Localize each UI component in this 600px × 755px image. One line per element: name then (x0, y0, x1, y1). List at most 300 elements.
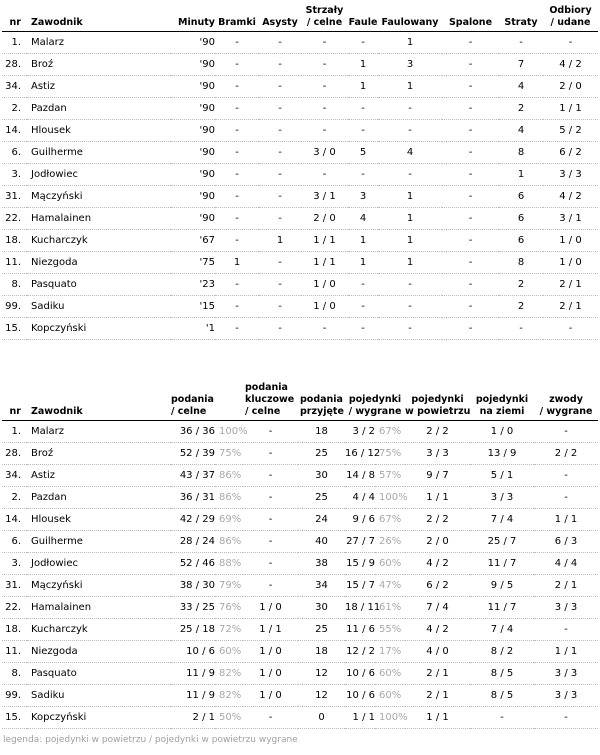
table-row (2, 706, 598, 728)
cell-aerial-duels: 1 / 1 (405, 706, 470, 728)
col-header-goals: Bramki (218, 16, 256, 28)
table-row (2, 141, 598, 163)
cell-passes-pct: 100% (215, 420, 243, 442)
cell-assists: - (259, 295, 301, 317)
cell-tackles: 4 / 2 (543, 53, 598, 75)
cell-losses: 2 (499, 295, 543, 317)
cell-player: Guilherme (27, 530, 171, 552)
cell-player: Kucharczyk (27, 618, 171, 640)
cell-duels: 9 / 6 (345, 508, 375, 530)
cell-duels: 27 / 7 (345, 530, 375, 552)
cell-ground-duels: 8 / 5 (470, 684, 534, 706)
table-row (2, 53, 598, 75)
table-row (2, 662, 598, 684)
cell-nr: 34. (2, 75, 27, 97)
cell-fouls: - (348, 317, 378, 339)
col-header-assists: Asysty (262, 16, 298, 28)
cell-player: Mączyński (27, 185, 171, 207)
table-row (2, 163, 598, 185)
cell-tackles: 6 / 2 (543, 141, 598, 163)
cell-passes: 28 / 24 (171, 530, 215, 552)
cell-tackles: 1 / 0 (543, 251, 598, 273)
cell-ground-duels: - (470, 706, 534, 728)
cell-received: 24 (298, 508, 345, 530)
cell-duels: 10 / 6 (345, 662, 375, 684)
cell-player: Hamalainen (27, 596, 171, 618)
cell-minutes: '1 (171, 317, 215, 339)
cell-losses: 6 (499, 229, 543, 251)
cell-key-passes: - (243, 486, 298, 508)
cell-goals: - (215, 141, 259, 163)
cell-key-passes: - (243, 574, 298, 596)
cell-received: 34 (298, 574, 345, 596)
cell-player: Pazdan (27, 486, 171, 508)
cell-fouled: - (378, 295, 442, 317)
cell-dribbles: 2 / 1 (534, 574, 598, 596)
cell-passes-pct: 72% (215, 618, 243, 640)
cell-player: Malarz (27, 420, 171, 442)
col-header-player: Zawodnik (31, 16, 83, 28)
cell-assists: - (259, 119, 301, 141)
cell-aerial-duels: 4 / 2 (405, 618, 470, 640)
cell-passes-pct: 60% (215, 640, 243, 662)
cell-nr: 2. (2, 486, 27, 508)
cell-goals: - (215, 229, 259, 251)
cell-dribbles: - (534, 618, 598, 640)
cell-player: Astiz (27, 75, 171, 97)
cell-aerial-duels: 6 / 2 (405, 574, 470, 596)
cell-offsides: - (442, 75, 499, 97)
cell-goals: - (215, 119, 259, 141)
cell-passes: 38 / 30 (171, 574, 215, 596)
cell-duels: 18 / 11 (345, 596, 375, 618)
cell-duels: 10 / 6 (345, 684, 375, 706)
cell-duels-pct: 57% (375, 464, 405, 486)
cell-nr: 28. (2, 53, 27, 75)
cell-dribbles: 2 / 2 (534, 442, 598, 464)
cell-passes-pct: 79% (215, 574, 243, 596)
cell-dribbles: - (534, 486, 598, 508)
cell-assists: - (259, 251, 301, 273)
cell-ground-duels: 5 / 1 (470, 464, 534, 486)
cell-duels-pct: 60% (375, 662, 405, 684)
cell-offsides: - (442, 141, 499, 163)
cell-shots: - (301, 163, 348, 185)
cell-minutes: '90 (171, 97, 215, 119)
cell-offsides: - (442, 229, 499, 251)
table-row (2, 31, 598, 53)
cell-nr: 11. (2, 251, 27, 273)
cell-losses: 6 (499, 185, 543, 207)
cell-nr: 15. (2, 317, 27, 339)
cell-fouls: - (348, 97, 378, 119)
table-row (2, 207, 598, 229)
cell-key-passes: - (243, 420, 298, 442)
cell-duels-pct: 47% (375, 574, 405, 596)
cell-nr: 99. (2, 295, 27, 317)
cell-shots: - (301, 97, 348, 119)
cell-nr: 99. (2, 684, 27, 706)
cell-goals: - (215, 53, 259, 75)
cell-aerial-duels: 2 / 1 (405, 684, 470, 706)
cell-shots: - (301, 31, 348, 53)
col-header-shots: Strzały / celne (305, 4, 344, 28)
cell-minutes: '15 (171, 295, 215, 317)
cell-key-passes: 1 / 0 (243, 640, 298, 662)
cell-minutes: '90 (171, 31, 215, 53)
col-header-nr: nr (9, 16, 21, 28)
cell-fouled: 1 (378, 185, 442, 207)
cell-dribbles: 1 / 1 (534, 508, 598, 530)
col-header-minutes: Minuty (178, 16, 215, 28)
cell-ground-duels: 25 / 7 (470, 530, 534, 552)
cell-received: 18 (298, 420, 345, 442)
col-header-duels: pojedynki / wygrane (348, 393, 402, 417)
cell-duels-pct: 60% (375, 552, 405, 574)
cell-fouls: - (348, 31, 378, 53)
cell-fouls: - (348, 119, 378, 141)
cell-duels-pct: 100% (375, 706, 405, 728)
cell-nr: 28. (2, 442, 27, 464)
cell-dribbles: 1 / 1 (534, 640, 598, 662)
cell-assists: 1 (259, 229, 301, 251)
col-header-fouls: Faule (348, 16, 378, 28)
cell-assists: - (259, 163, 301, 185)
cell-duels-pct: 26% (375, 530, 405, 552)
cell-received: 25 (298, 442, 345, 464)
cell-player: Pasquato (27, 662, 171, 684)
cell-nr: 3. (2, 552, 27, 574)
cell-player: Malarz (27, 31, 171, 53)
cell-goals: - (215, 207, 259, 229)
cell-passes: 11 / 9 (171, 684, 215, 706)
cell-losses: 4 (499, 119, 543, 141)
cell-player: Hlousek (27, 508, 171, 530)
cell-player: Pasquato (27, 273, 171, 295)
cell-aerial-duels: 7 / 4 (405, 596, 470, 618)
cell-losses: 8 (499, 141, 543, 163)
cell-fouls: - (348, 295, 378, 317)
cell-duels: 15 / 9 (345, 552, 375, 574)
cell-shots: 1 / 0 (301, 273, 348, 295)
cell-passes: 42 / 29 (171, 508, 215, 530)
table-row (2, 273, 598, 295)
cell-duels-pct: 75% (375, 442, 405, 464)
cell-nr: 22. (2, 596, 27, 618)
cell-tackles: 1 / 0 (543, 229, 598, 251)
cell-shots: 1 / 1 (301, 229, 348, 251)
col-header-passes: podania / celne (171, 393, 214, 417)
table-row (2, 508, 598, 530)
table-row (2, 251, 598, 273)
cell-duels-pct: 60% (375, 684, 405, 706)
cell-tackles: 2 / 0 (543, 75, 598, 97)
cell-tackles: - (543, 317, 598, 339)
cell-ground-duels: 8 / 2 (470, 640, 534, 662)
cell-minutes: '23 (171, 273, 215, 295)
cell-tackles: 3 / 1 (543, 207, 598, 229)
table-row (2, 530, 598, 552)
cell-nr: 14. (2, 508, 27, 530)
cell-assists: - (259, 273, 301, 295)
cell-fouled: 4 (378, 141, 442, 163)
cell-assists: - (259, 53, 301, 75)
cell-nr: 31. (2, 574, 27, 596)
cell-duels: 4 / 4 (345, 486, 375, 508)
cell-player: Guilherme (27, 141, 171, 163)
cell-player: Sadiku (27, 295, 171, 317)
cell-passes: 43 / 37 (171, 464, 215, 486)
cell-ground-duels: 7 / 4 (470, 618, 534, 640)
cell-goals: - (215, 163, 259, 185)
cell-fouled: - (378, 163, 442, 185)
cell-offsides: - (442, 317, 499, 339)
cell-losses: 7 (499, 53, 543, 75)
cell-fouled: 1 (378, 75, 442, 97)
table-row (2, 442, 598, 464)
cell-player: Jodłowiec (27, 552, 171, 574)
table-row (2, 185, 598, 207)
cell-player: Mączyński (27, 574, 171, 596)
cell-minutes: '90 (171, 163, 215, 185)
cell-fouled: 1 (378, 207, 442, 229)
cell-tackles: 2 / 1 (543, 273, 598, 295)
cell-fouls: 1 (348, 229, 378, 251)
cell-passes-pct: 86% (215, 530, 243, 552)
cell-duels: 16 / 12 (345, 442, 375, 464)
cell-offsides: - (442, 97, 499, 119)
cell-duels: 14 / 8 (345, 464, 375, 486)
cell-nr: 8. (2, 662, 27, 684)
cell-ground-duels: 11 / 7 (470, 596, 534, 618)
cell-shots: 3 / 1 (301, 185, 348, 207)
cell-key-passes: 1 / 0 (243, 662, 298, 684)
cell-passes: 36 / 31 (171, 486, 215, 508)
cell-duels-pct: 67% (375, 420, 405, 442)
cell-goals: - (215, 295, 259, 317)
table-row (2, 640, 598, 662)
cell-fouled: 1 (378, 251, 442, 273)
cell-dribbles: 3 / 3 (534, 662, 598, 684)
table-row (2, 552, 598, 574)
cell-key-passes: 1 / 0 (243, 596, 298, 618)
cell-aerial-duels: 2 / 2 (405, 420, 470, 442)
cell-goals: - (215, 317, 259, 339)
cell-tackles: 3 / 3 (543, 163, 598, 185)
cell-losses: - (499, 317, 543, 339)
cell-duels-pct: 67% (375, 508, 405, 530)
cell-key-passes: - (243, 442, 298, 464)
cell-fouled: 3 (378, 53, 442, 75)
cell-losses: 8 (499, 251, 543, 273)
cell-nr: 22. (2, 207, 27, 229)
col-header-fouled: Faulowany (381, 16, 439, 28)
cell-passes: 36 / 36 (171, 420, 215, 442)
cell-assists: - (259, 97, 301, 119)
cell-fouls: - (348, 273, 378, 295)
cell-received: 25 (298, 618, 345, 640)
cell-nr: 6. (2, 530, 27, 552)
cell-goals: - (215, 185, 259, 207)
cell-nr: 18. (2, 618, 27, 640)
cell-shots: - (301, 75, 348, 97)
cell-passes: 10 / 6 (171, 640, 215, 662)
cell-fouled: - (378, 317, 442, 339)
cell-player: Sadiku (27, 684, 171, 706)
cell-passes-pct: 50% (215, 706, 243, 728)
cell-minutes: '90 (171, 53, 215, 75)
cell-fouls: 4 (348, 207, 378, 229)
passing-duels-table (2, 378, 598, 729)
cell-offsides: - (442, 119, 499, 141)
table-header-row (2, 2, 598, 31)
cell-player: Kucharczyk (27, 229, 171, 251)
cell-assists: - (259, 141, 301, 163)
cell-ground-duels: 13 / 9 (470, 442, 534, 464)
match-stats-table (2, 2, 598, 340)
table-header-row (2, 378, 598, 420)
cell-fouls: 1 (348, 251, 378, 273)
cell-passes-pct: 82% (215, 684, 243, 706)
table-row (2, 75, 598, 97)
cell-passes: 52 / 46 (171, 552, 215, 574)
cell-aerial-duels: 2 / 2 (405, 508, 470, 530)
cell-offsides: - (442, 185, 499, 207)
cell-ground-duels: 3 / 3 (470, 486, 534, 508)
col-header-received: podania przyjęte (300, 393, 344, 417)
cell-minutes: '67 (171, 229, 215, 251)
legend-note: legenda: pojedynki w powietrzu / pojedynki w powietrzu wygrane (3, 735, 298, 745)
cell-player: Niezgoda (27, 251, 171, 273)
cell-losses: 6 (499, 207, 543, 229)
table-row (2, 464, 598, 486)
cell-dribbles: 4 / 4 (534, 552, 598, 574)
cell-duels: 12 / 2 (345, 640, 375, 662)
cell-offsides: - (442, 163, 499, 185)
cell-shots: - (301, 317, 348, 339)
cell-losses: 2 (499, 273, 543, 295)
cell-fouled: 1 (378, 229, 442, 251)
cell-duels-pct: 100% (375, 486, 405, 508)
table-row (2, 97, 598, 119)
cell-tackles: 5 / 2 (543, 119, 598, 141)
col-header-dribbles: zwody / wygrane (539, 393, 593, 417)
cell-received: 12 (298, 662, 345, 684)
cell-ground-duels: 11 / 7 (470, 552, 534, 574)
cell-passes-pct: 69% (215, 508, 243, 530)
cell-offsides: - (442, 31, 499, 53)
col-header-key-passes: podania kluczowe / celne (245, 381, 295, 417)
cell-received: 12 (298, 684, 345, 706)
cell-passes-pct: 86% (215, 486, 243, 508)
cell-key-passes: - (243, 464, 298, 486)
cell-duels: 11 / 6 (345, 618, 375, 640)
cell-tackles: - (543, 31, 598, 53)
cell-losses: - (499, 31, 543, 53)
cell-shots: - (301, 53, 348, 75)
cell-tackles: 4 / 2 (543, 185, 598, 207)
cell-nr: 3. (2, 163, 27, 185)
table-row (2, 486, 598, 508)
cell-dribbles: 3 / 3 (534, 684, 598, 706)
cell-player: Kopczyński (27, 317, 171, 339)
cell-assists: - (259, 185, 301, 207)
col-header-offsides: Spalone (448, 16, 493, 28)
cell-dribbles: - (534, 420, 598, 442)
cell-received: 30 (298, 464, 345, 486)
cell-tackles: 1 / 1 (543, 97, 598, 119)
cell-fouled: 1 (378, 31, 442, 53)
cell-passes: 33 / 25 (171, 596, 215, 618)
cell-assists: - (259, 75, 301, 97)
cell-player: Astiz (27, 464, 171, 486)
cell-key-passes: 1 / 0 (243, 684, 298, 706)
cell-aerial-duels: 1 / 1 (405, 486, 470, 508)
cell-key-passes: 1 / 1 (243, 618, 298, 640)
cell-assists: - (259, 207, 301, 229)
cell-aerial-duels: 2 / 0 (405, 530, 470, 552)
cell-received: 25 (298, 486, 345, 508)
cell-nr: 6. (2, 141, 27, 163)
cell-goals: - (215, 31, 259, 53)
cell-minutes: '90 (171, 185, 215, 207)
cell-passes: 52 / 39 (171, 442, 215, 464)
cell-fouled: - (378, 97, 442, 119)
cell-dribbles: 3 / 3 (534, 596, 598, 618)
cell-offsides: - (442, 53, 499, 75)
cell-player: Jodłowiec (27, 163, 171, 185)
cell-shots: - (301, 119, 348, 141)
table-row (2, 596, 598, 618)
table-row (2, 574, 598, 596)
cell-offsides: - (442, 207, 499, 229)
cell-minutes: '90 (171, 141, 215, 163)
col-header-tackles: Odbiory / udane (549, 4, 592, 28)
cell-minutes: '90 (171, 75, 215, 97)
cell-aerial-duels: 2 / 1 (405, 662, 470, 684)
cell-ground-duels: 8 / 5 (470, 662, 534, 684)
cell-received: 18 (298, 640, 345, 662)
cell-dribbles: 6 / 3 (534, 530, 598, 552)
cell-dribbles: - (534, 706, 598, 728)
cell-fouled: - (378, 119, 442, 141)
cell-nr: 15. (2, 706, 27, 728)
cell-fouls: 3 (348, 185, 378, 207)
cell-minutes: '75 (171, 251, 215, 273)
cell-nr: 31. (2, 185, 27, 207)
col-header-aerial-duels: pojedynki w powietrzu (405, 393, 471, 417)
cell-player: Broź (27, 442, 171, 464)
cell-goals: - (215, 273, 259, 295)
cell-fouls: 5 (348, 141, 378, 163)
cell-key-passes: - (243, 706, 298, 728)
col-header-nr: nr (9, 405, 21, 417)
cell-passes-pct: 75% (215, 442, 243, 464)
cell-aerial-duels: 4 / 0 (405, 640, 470, 662)
cell-nr: 11. (2, 640, 27, 662)
cell-shots: 1 / 0 (301, 295, 348, 317)
cell-nr: 2. (2, 97, 27, 119)
table-row (2, 618, 598, 640)
cell-nr: 34. (2, 464, 27, 486)
cell-key-passes: - (243, 552, 298, 574)
cell-passes: 11 / 9 (171, 662, 215, 684)
cell-duels: 1 / 1 (345, 706, 375, 728)
cell-passes-pct: 82% (215, 662, 243, 684)
cell-fouled: - (378, 273, 442, 295)
cell-fouls: - (348, 163, 378, 185)
cell-key-passes: - (243, 508, 298, 530)
